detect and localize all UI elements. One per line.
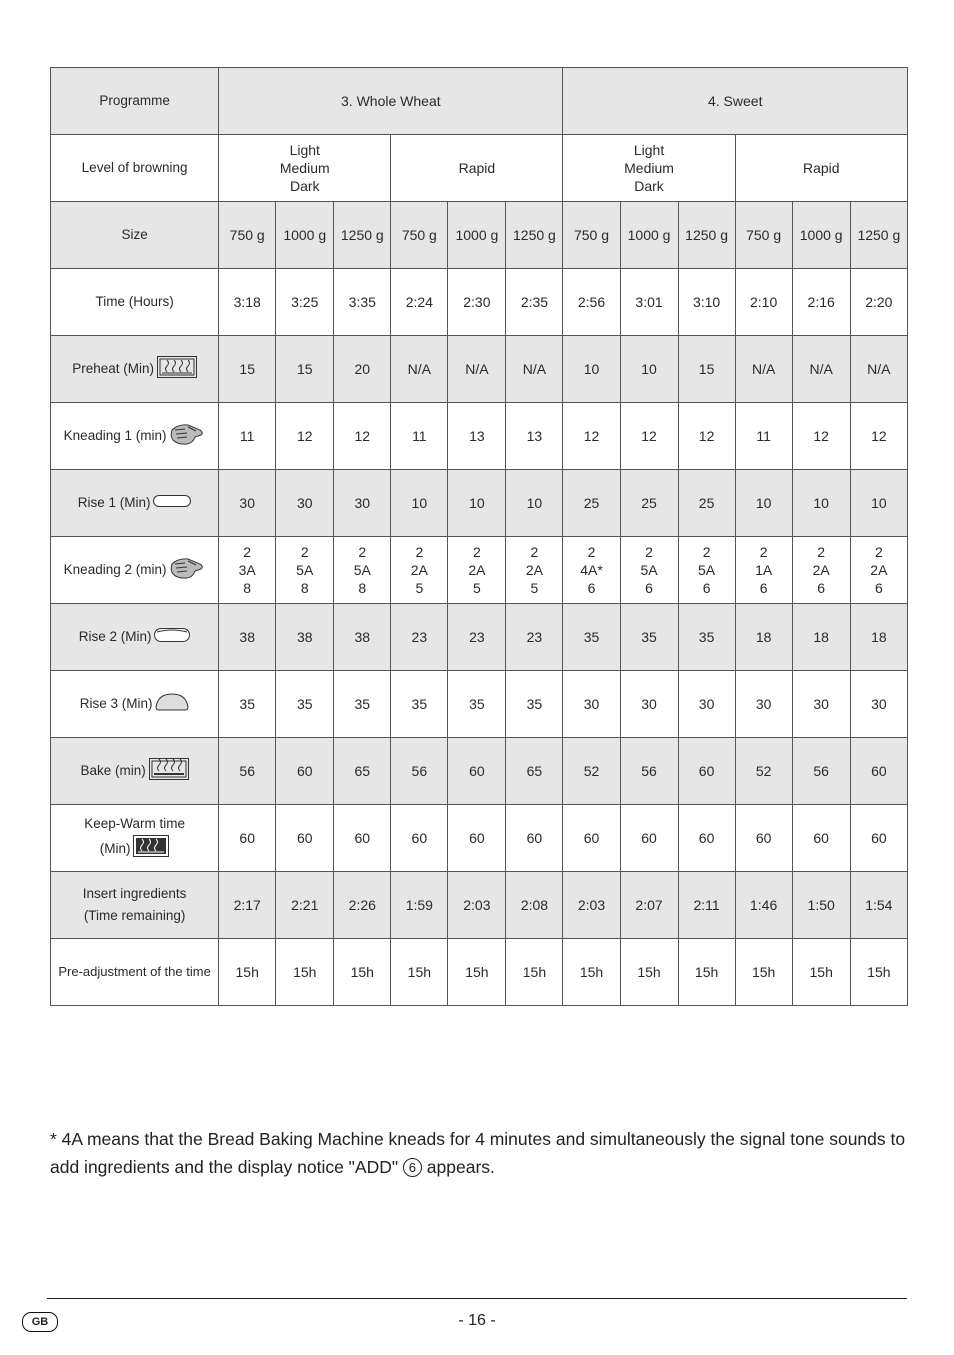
value-cell: 2:16 [792,269,850,336]
table-row [51,269,908,336]
value-cell: 60 [735,805,792,872]
row-label [51,336,219,403]
value-cell: 30 [563,671,620,738]
program-whole-wheat: 3. Whole Wheat [219,68,563,135]
value-cell: 10 [620,336,678,403]
browning-normal-cell: Light Medium Dark [219,135,391,202]
value-cell: 25 [620,470,678,537]
value-cell: 30 [334,470,391,537]
size-cell: 1000 g [792,202,850,269]
value-cell: 15 [276,336,334,403]
value-cell: 15 [219,336,276,403]
row-label-text: Kneading 2 (min) [63,561,167,577]
row-label-text: Rise 1 (Min) [77,494,151,510]
value-cell: 12 [334,403,391,470]
value-cell: 15h [276,939,334,1006]
value-cell: 35 [391,671,448,738]
value-cell: 60 [334,805,391,872]
value-cell: 15h [850,939,907,1006]
value-cell: 23 [448,604,506,671]
value-cell: 56 [219,738,276,805]
value-cell: 15h [506,939,563,1006]
row-label [51,470,219,537]
value-cell: 18 [850,604,907,671]
value-cell: 30 [276,470,334,537]
table-row [51,403,908,470]
circled-number: 6 [403,1158,422,1177]
value-cell: 12 [563,403,620,470]
value-cell: 65 [506,738,563,805]
value-cell: 35 [678,604,735,671]
size-cell: 750 g [391,202,448,269]
value-cell: 30 [219,470,276,537]
value-cell: 60 [850,805,907,872]
size-cell: 1000 g [276,202,334,269]
row-label [51,403,219,470]
value-cell: N/A [391,336,448,403]
value-cell: 3:10 [678,269,735,336]
size-row [51,202,908,269]
value-cell: 15h [448,939,506,1006]
table-row [51,738,908,805]
value-cell: 2 2A 5 [448,537,506,604]
value-cell: 3:01 [620,269,678,336]
row-label-text: Kneading 1 (min) [63,427,167,443]
value-cell: 2:08 [506,872,563,939]
row-label [51,805,219,872]
table-row [51,336,908,403]
value-cell: N/A [792,336,850,403]
value-cell: 2 1A 6 [735,537,792,604]
value-cell: 2:24 [391,269,448,336]
value-cell: 15h [563,939,620,1006]
table-row [51,537,908,604]
value-cell: 2 5A 6 [678,537,735,604]
value-cell: 2:17 [219,872,276,939]
value-cell: 10 [792,470,850,537]
value-cell: 2:11 [678,872,735,939]
value-cell: 60 [276,738,334,805]
row-label-text: Pre-adjustment of the time [58,964,211,979]
value-cell: 35 [620,604,678,671]
value-cell: 35 [276,671,334,738]
value-cell: 15h [678,939,735,1006]
value-cell: 35 [219,671,276,738]
value-cell: 30 [678,671,735,738]
value-cell: 2:35 [506,269,563,336]
table-row [51,671,908,738]
value-cell: 3:25 [276,269,334,336]
row-label-text: Rise 3 (Min) [79,695,153,711]
value-cell: 1:54 [850,872,907,939]
row-label-line: (Time remaining) [83,908,186,923]
value-cell: 2 2A 5 [391,537,448,604]
value-cell: 38 [334,604,391,671]
value-cell: 10 [448,470,506,537]
value-cell: 12 [620,403,678,470]
value-cell: N/A [850,336,907,403]
value-cell: 60 [850,738,907,805]
row-label-text: Time (Hours) [95,294,174,309]
value-cell: 60 [678,738,735,805]
value-cell: 25 [678,470,735,537]
value-cell: 2:10 [735,269,792,336]
value-cell: 2 5A 6 [620,537,678,604]
value-cell: 38 [276,604,334,671]
program-sweet: 4. Sweet [563,68,908,135]
row-label [51,738,219,805]
value-cell: 60 [563,805,620,872]
browning-rapid-cell: Rapid [735,135,907,202]
value-cell: 20 [334,336,391,403]
value-cell: 60 [678,805,735,872]
value-cell: 15h [219,939,276,1006]
value-cell: 2:03 [563,872,620,939]
value-cell: 1:46 [735,872,792,939]
browning-row [51,135,908,202]
value-cell: 23 [391,604,448,671]
value-cell: 2 2A 6 [850,537,907,604]
value-cell: 30 [792,671,850,738]
bake-icon [149,758,189,785]
table-row [51,872,908,939]
browning-label: Level of browning [51,135,219,202]
value-cell: 35 [448,671,506,738]
value-cell: 60 [219,805,276,872]
value-cell: 60 [448,805,506,872]
value-cell: 23 [506,604,563,671]
value-cell: 25 [563,470,620,537]
value-cell: 30 [735,671,792,738]
value-cell: 10 [506,470,563,537]
size-cell: 1250 g [678,202,735,269]
row-label [51,604,219,671]
row-label [51,939,219,1006]
value-cell: 2:20 [850,269,907,336]
row-label-text: Rise 2 (Min) [78,628,152,644]
programme-label: Programme [51,68,219,135]
value-cell: 3:35 [334,269,391,336]
row-label-line: Keep-Warm time [84,815,185,831]
value-cell: 15h [620,939,678,1006]
table-row [51,939,908,1006]
value-cell: 2 5A 8 [276,537,334,604]
program-table [50,67,908,1006]
footnote-text: * 4A means that the Bread Baking Machine kneads for 4 minutes and simultaneously the signal tone sounds to add ingredients and the display notice "ADD" [50,1129,906,1177]
value-cell: 2:07 [620,872,678,939]
size-cell: 1000 g [448,202,506,269]
row-label-line: Insert ingredients [82,886,187,901]
program-header-row [51,68,908,135]
table-row [51,604,908,671]
keep-warm-icon [133,835,169,864]
value-cell: 12 [792,403,850,470]
browning-rapid-cell: Rapid [391,135,563,202]
value-cell: 18 [735,604,792,671]
value-cell: 15h [334,939,391,1006]
value-cell: 2:30 [448,269,506,336]
kneading-hand-icon [169,421,205,452]
footnote-text-end: appears. [421,1157,495,1177]
value-cell: 56 [620,738,678,805]
value-cell: 15 [678,336,735,403]
value-cell: 1:59 [391,872,448,939]
browning-normal-cell: Light Medium Dark [563,135,735,202]
value-cell: 1:50 [792,872,850,939]
value-cell: 10 [735,470,792,537]
value-cell: 15h [735,939,792,1006]
size-cell: 1250 g [506,202,563,269]
value-cell: 65 [334,738,391,805]
value-cell: 13 [448,403,506,470]
value-cell: 13 [506,403,563,470]
size-cell: 1250 g [850,202,907,269]
row-label [51,671,219,738]
value-cell: 3:18 [219,269,276,336]
value-cell: 11 [735,403,792,470]
value-cell: 10 [391,470,448,537]
value-cell: 10 [563,336,620,403]
row-label-text: Bake (min) [80,762,146,778]
value-cell: N/A [448,336,506,403]
footer-rule [47,1298,907,1299]
rise-1-icon [153,494,191,513]
preheat-icon [157,356,197,383]
value-cell: N/A [735,336,792,403]
table-row [51,470,908,537]
value-cell: 2 5A 8 [334,537,391,604]
value-cell: 56 [792,738,850,805]
size-cell: 750 g [219,202,276,269]
row-label [51,269,219,336]
value-cell: 10 [850,470,907,537]
language-badge: GB [22,1312,58,1332]
value-cell: 2 3A 8 [219,537,276,604]
value-cell: 35 [563,604,620,671]
value-cell: 30 [620,671,678,738]
value-cell: 2 2A 6 [792,537,850,604]
value-cell: 15h [391,939,448,1006]
size-cell: 750 g [563,202,620,269]
size-cell: 1000 g [620,202,678,269]
value-cell: 60 [792,805,850,872]
page-number: - 16 - [458,1312,496,1329]
value-cell: N/A [506,336,563,403]
value-cell: 2:21 [276,872,334,939]
value-cell: 60 [448,738,506,805]
rise-3-icon [155,693,189,716]
value-cell: 60 [620,805,678,872]
value-cell: 35 [506,671,563,738]
value-cell: 2 4A* 6 [563,537,620,604]
row-label-text: Preheat (Min) [72,360,154,376]
value-cell: 12 [276,403,334,470]
value-cell: 11 [219,403,276,470]
value-cell: 15h [792,939,850,1006]
value-cell: 12 [850,403,907,470]
size-label: Size [51,202,219,269]
value-cell: 12 [678,403,735,470]
table-row [51,805,908,872]
value-cell: 2 2A 5 [506,537,563,604]
size-cell: 1250 g [334,202,391,269]
row-label-line: (Min) [51,835,218,864]
value-cell: 18 [792,604,850,671]
value-cell: 2:56 [563,269,620,336]
row-label [51,872,219,939]
value-cell: 38 [219,604,276,671]
value-cell: 2:03 [448,872,506,939]
size-cell: 750 g [735,202,792,269]
value-cell: 52 [563,738,620,805]
value-cell: 56 [391,738,448,805]
value-cell: 60 [506,805,563,872]
value-cell: 2:26 [334,872,391,939]
value-cell: 11 [391,403,448,470]
footnote [50,1125,910,1181]
rise-2-icon [154,627,190,648]
value-cell: 52 [735,738,792,805]
value-cell: 60 [276,805,334,872]
value-cell: 60 [391,805,448,872]
row-label [51,537,219,604]
kneading-hand-icon [169,555,205,586]
value-cell: 30 [850,671,907,738]
value-cell: 35 [334,671,391,738]
